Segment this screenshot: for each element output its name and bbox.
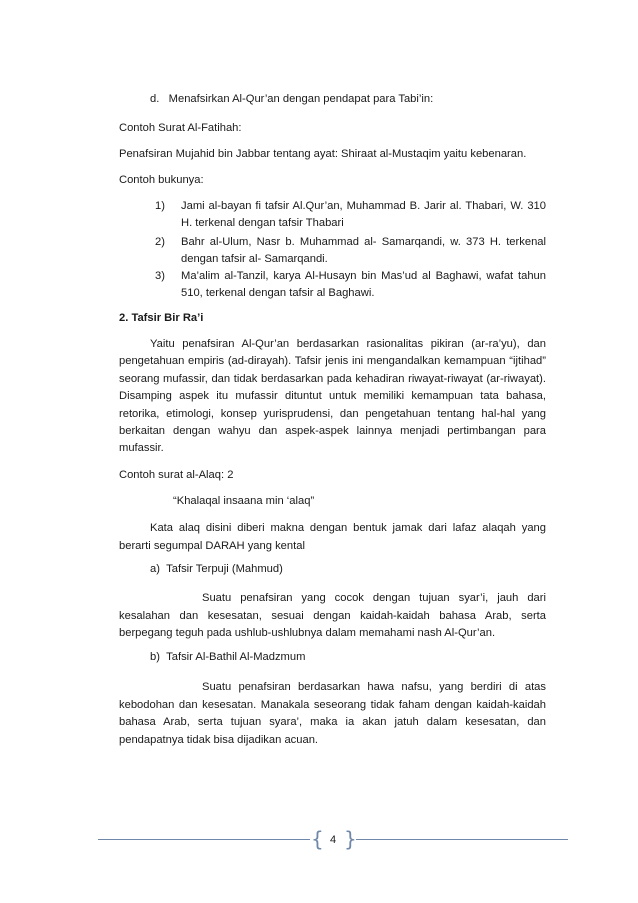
contoh-surat-fatihah: Contoh Surat Al-Fatihah:: [119, 122, 242, 134]
footer-rule-right: [356, 839, 568, 840]
book-title: Ma’alim al-Tanzil, karya Al-Husayn bin Mas’ud al Baghawi, wafat tahun 510, terkenal dengan tafsir al Baghawi.: [181, 270, 546, 299]
penafsiran-mujahid: Penafsiran Mujahid bin Jabbar tentang ayat: Shiraat al-Mustaqim yaitu kebenaran.: [119, 148, 527, 160]
book-title: Jami al-bayan fi tafsir Al.Qur’an, Muhammad B. Jarir al. Thabari, W. 310 H. terkenal dengan tafsir Thabari: [181, 200, 546, 229]
right-brace-ornament: }: [344, 827, 357, 851]
page-number: 4: [329, 834, 337, 846]
book-title: Bahr al-Ulum, Nasr b. Muhammad al- Samarqandi, w. 373 H. terkenal dengan tafsir al- Samarqandi.: [181, 236, 546, 265]
paragraph-tafsir-bathil: Suatu penafsiran berdasarkan hawa nafsu, yang berdiri di atas kebodohan dan kesesatan. Manakala seseorang tidak faham dengan kaidah-kaidah bahasa Arab, serta tujuan syara’, maka ia akan jatuh dalam kesesatan, dan pendapatnya tidak bisa dijadikan acuan.: [119, 681, 546, 747]
left-brace-ornament: {: [311, 827, 324, 851]
book-list-item: [155, 198, 546, 232]
book-list-item: [155, 268, 546, 302]
list-number: 1): [155, 200, 165, 212]
contoh-bukunya: Contoh bukunya:: [119, 174, 204, 186]
list-number: 3): [155, 270, 165, 282]
paragraph-tafsir-terpuji: Suatu penafsiran yang cocok dengan tujuan syar’i, jauh dari kesalahan dan kesesatan, sesuai dengan kaidah-kaidah bahasa Arab, serta berpegang teguh pada ushlub-ushlubnya dalam memahami nash Al-Qur’an.: [119, 592, 546, 639]
footer-rule-left: [98, 839, 310, 840]
paragraph-tafsir-ray: Yaitu penafsiran Al-Qur’an berdasarkan rasionalitas pikiran (ar-ra’yu), dan pengetahuan empiris (ad-dirayah). Tafsir jenis ini mengandalkan kemampuan “ijtihad” seorang mufassir, dan tidak berdasarkan pada kehadiran riwayat-riwayat (ar-riwayat). Disamping aspek itu mufassir dituntut untuk memiliki kemampuan tata bahasa, retorika, etimologi, konsep yurisprudensi, dan pengetahuan tentang hal-hal yang berkaitan dengan wahyu dan aspek-aspek lainnya menjadi pertimbangan para mufassir.: [119, 338, 546, 455]
contoh-surat-alaq: Contoh surat al-Alaq: 2: [119, 469, 234, 481]
list-number: 2): [155, 236, 165, 248]
paragraph-alaq: Kata alaq disini diberi makna dengan bentuk jamak dari lafaz alaqah yang berarti segumpal DARAH yang kental: [119, 522, 546, 552]
subheading-tafsir-bathil: b) Tafsir Al-Bathil Al-Madzmum: [150, 651, 306, 663]
book-list-item: [155, 234, 546, 268]
subheading-tafsir-terpuji: a) Tafsir Terpuji (Mahmud): [150, 563, 283, 575]
section-heading: 2. Tafsir Bir Ra’i: [119, 312, 204, 324]
item-d-tabiin: d. Menafsirkan Al-Qur’an dengan pendapat para Tabi’in:: [150, 93, 434, 105]
quote-alaq: “Khalaqal insaana min ‘alaq”: [173, 495, 315, 507]
